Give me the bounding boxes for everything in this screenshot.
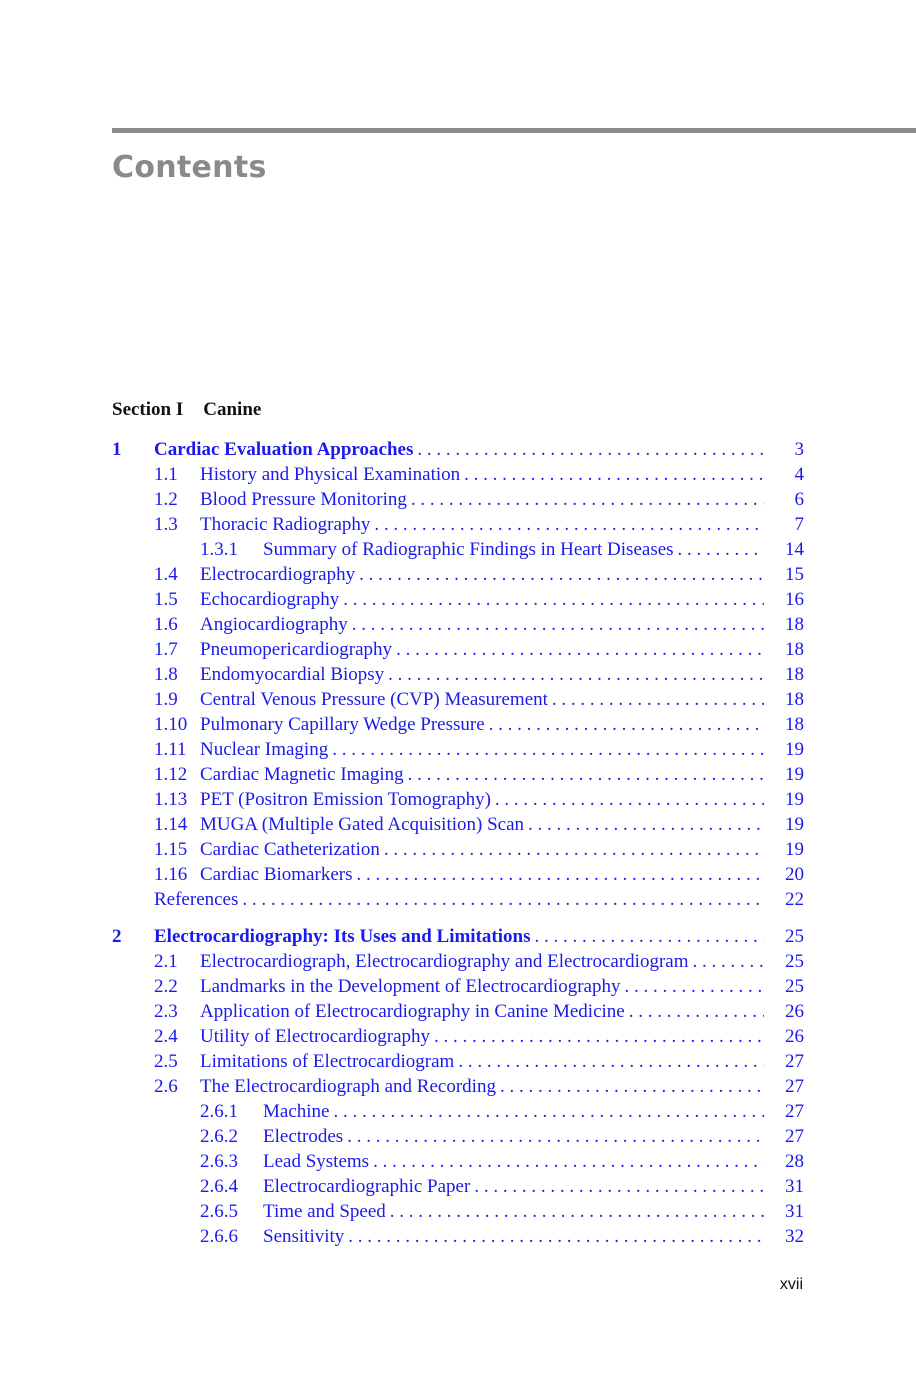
- toc-entry-number: 1.5: [154, 589, 178, 610]
- toc-page-number[interactable]: 22: [785, 889, 804, 910]
- toc-entry-title[interactable]: Electrocardiography: [200, 564, 356, 585]
- toc-entry-link[interactable]: [200, 862, 804, 887]
- toc-entry-number: 1.15: [154, 839, 188, 860]
- toc-entry-number: 1.12: [154, 764, 188, 785]
- toc-entry-row[interactable]: [112, 1174, 804, 1199]
- toc-entry-link[interactable]: [263, 537, 804, 562]
- toc-entry-number: 2.6.2: [200, 1126, 238, 1147]
- dot-leader: [384, 662, 764, 687]
- toc-entry-number: 2.6.1: [200, 1101, 238, 1122]
- toc-page-number[interactable]: 25: [785, 976, 804, 997]
- toc-page-number[interactable]: 27: [785, 1101, 804, 1122]
- dot-leader: [355, 562, 764, 587]
- toc-entry-number: 1.3: [154, 514, 178, 535]
- toc-entry-row[interactable]: [112, 762, 804, 787]
- toc-entry-link[interactable]: [263, 1224, 804, 1249]
- dot-leader: [674, 537, 764, 562]
- toc-entry-link[interactable]: [200, 1049, 804, 1074]
- toc-entry-row[interactable]: [112, 662, 804, 687]
- toc-page-number[interactable]: 18: [785, 664, 804, 685]
- toc-entry-title[interactable]: Angiocardiography: [200, 614, 348, 635]
- toc-page-number[interactable]: 4: [794, 464, 804, 485]
- toc-page-number[interactable]: 26: [785, 1026, 804, 1047]
- dot-leader: [328, 737, 764, 762]
- toc-entry-title[interactable]: Nuclear Imaging: [200, 739, 329, 760]
- toc-entry-title[interactable]: Sensitivity: [263, 1226, 345, 1247]
- toc-entry-number: 1.11: [154, 739, 187, 760]
- toc-entry-link[interactable]: [263, 1149, 804, 1174]
- toc-page-number[interactable]: 19: [785, 764, 804, 785]
- toc-entry-row[interactable]: [112, 712, 804, 737]
- toc-page-number[interactable]: 27: [785, 1076, 804, 1097]
- toc-entry-title[interactable]: Electrodes: [263, 1126, 344, 1147]
- dot-leader: [530, 924, 764, 949]
- toc-entry-title[interactable]: Cardiac Biomarkers: [200, 864, 353, 885]
- toc-entry-number: 1.2: [154, 489, 178, 510]
- toc-entry-row[interactable]: [112, 687, 804, 712]
- toc-entry-title[interactable]: Blood Pressure Monitoring: [200, 489, 407, 510]
- toc-entry-row[interactable]: [112, 1224, 804, 1249]
- toc-page-number[interactable]: 32: [785, 1226, 804, 1247]
- toc-entry-row[interactable]: [112, 637, 804, 662]
- toc-entry-number: 1.16: [154, 864, 188, 885]
- toc-entry-link[interactable]: [200, 999, 804, 1024]
- toc-entry-number: 1.13: [154, 789, 188, 810]
- dot-leader: [348, 612, 764, 637]
- table-of-contents: [112, 437, 804, 1249]
- toc-page-number[interactable]: 19: [785, 739, 804, 760]
- toc-entry-title[interactable]: Summary of Radiographic Findings in Heart Diseases: [263, 539, 674, 560]
- toc-entry-link[interactable]: [263, 1099, 804, 1124]
- toc-entry-link[interactable]: [200, 812, 804, 837]
- toc-entry-title[interactable]: Time and Speed: [263, 1201, 386, 1222]
- toc-entry-link[interactable]: [200, 487, 804, 512]
- toc-entry-number: 2.6: [154, 1076, 178, 1097]
- toc-page-number[interactable]: 18: [785, 639, 804, 660]
- toc-entry-link[interactable]: [200, 762, 804, 787]
- toc-entry-number: 1.4: [154, 564, 178, 585]
- toc-page-number[interactable]: 20: [785, 864, 804, 885]
- dot-leader: [238, 887, 764, 912]
- toc-entry-link[interactable]: [200, 949, 804, 974]
- toc-entry-number: 1.6: [154, 614, 178, 635]
- toc-entry-link[interactable]: [200, 974, 804, 999]
- toc-page-number[interactable]: 31: [785, 1176, 804, 1197]
- toc-entry-link[interactable]: [200, 612, 804, 637]
- toc-entry-title[interactable]: Thoracic Radiography: [200, 514, 371, 535]
- toc-entry-number: 2.1: [154, 951, 178, 972]
- toc-entry-number: 2.6.4: [200, 1176, 238, 1197]
- toc-entry-link[interactable]: [200, 1074, 804, 1099]
- dot-leader: [386, 1199, 764, 1224]
- dot-leader: [470, 1174, 764, 1199]
- toc-entry-title[interactable]: Machine: [263, 1101, 330, 1122]
- toc-page-number[interactable]: 27: [785, 1126, 804, 1147]
- toc-entry-title[interactable]: Electrocardiograph, Electrocardiography and Electrocardiogram: [200, 951, 689, 972]
- toc-entry-title[interactable]: PET (Positron Emission Tomography): [200, 789, 491, 810]
- toc-entry-row[interactable]: [112, 999, 804, 1024]
- toc-page-number[interactable]: 31: [785, 1201, 804, 1222]
- dot-leader: [369, 1149, 764, 1174]
- toc-entry-title[interactable]: Cardiac Evaluation Approaches: [154, 439, 414, 460]
- toc-entry-link[interactable]: [154, 437, 804, 462]
- dot-leader: [491, 787, 764, 812]
- toc-entry-title[interactable]: MUGA (Multiple Gated Acquisition) Scan: [200, 814, 525, 835]
- dot-leader: [344, 1224, 764, 1249]
- toc-entry-row[interactable]: [112, 537, 804, 562]
- toc-entry-number: 1.14: [154, 814, 188, 835]
- page-number: xvii: [779, 1276, 803, 1293]
- toc-entry-link[interactable]: [263, 1199, 804, 1224]
- toc-entry-row[interactable]: [112, 787, 804, 812]
- toc-entry-link[interactable]: [263, 1174, 804, 1199]
- toc-entry-number: 2.5: [154, 1051, 178, 1072]
- toc-entry-number: 1.9: [154, 689, 178, 710]
- toc-entry-link[interactable]: [200, 837, 804, 862]
- toc-page-number[interactable]: 26: [785, 1001, 804, 1022]
- dot-leader: [392, 637, 764, 662]
- toc-entry-title[interactable]: Lead Systems: [263, 1151, 370, 1172]
- toc-entry-link[interactable]: [200, 737, 804, 762]
- toc-page-number[interactable]: 19: [785, 839, 804, 860]
- toc-page-number[interactable]: 27: [785, 1051, 804, 1072]
- toc-entry-link[interactable]: [200, 712, 804, 737]
- toc-entry-title[interactable]: The Electrocardiograph and Recording: [200, 1076, 496, 1097]
- toc-entry-link[interactable]: [154, 924, 804, 949]
- toc-entry-link[interactable]: [200, 512, 804, 537]
- toc-entry-number: 2.2: [154, 976, 178, 997]
- toc-entry-row[interactable]: [112, 949, 804, 974]
- toc-entry-row[interactable]: [112, 1024, 804, 1049]
- toc-entry-link[interactable]: [200, 637, 804, 662]
- toc-entry-title[interactable]: Limitations of Electrocardiogram: [200, 1051, 455, 1072]
- toc-entry-title[interactable]: Pulmonary Capillary Wedge Pressure: [200, 714, 485, 735]
- toc-entry-row[interactable]: [112, 512, 804, 537]
- toc-entry-title[interactable]: Echocardiography: [200, 589, 340, 610]
- toc-entry-title[interactable]: Cardiac Catheterization: [200, 839, 380, 860]
- toc-page-number[interactable]: 6: [794, 489, 804, 510]
- toc-entry-link[interactable]: [263, 1124, 804, 1149]
- toc-page-number[interactable]: 19: [785, 789, 804, 810]
- section-label: Section I: [112, 399, 184, 420]
- toc-entry-row[interactable]: [112, 974, 804, 999]
- toc-entry-number: 2: [112, 926, 122, 947]
- toc-entry-row[interactable]: [112, 1124, 804, 1149]
- dot-leader: [352, 862, 764, 887]
- dot-leader: [548, 687, 764, 712]
- toc-entry-number: 1: [112, 439, 122, 460]
- toc-page-number[interactable]: 19: [785, 814, 804, 835]
- toc-entry-number: 1.8: [154, 664, 178, 685]
- toc-page-number[interactable]: 18: [785, 614, 804, 635]
- toc-page-number[interactable]: 16: [785, 589, 804, 610]
- toc-references-row[interactable]: [112, 887, 804, 912]
- dot-leader: [621, 974, 765, 999]
- dot-leader: [625, 999, 764, 1024]
- side-watermark: [2, 200, 12, 240]
- toc-entry-title[interactable]: Electrocardiography: Its Uses and Limitations: [154, 926, 531, 947]
- dot-leader: [407, 487, 764, 512]
- toc-entry-row[interactable]: [112, 562, 804, 587]
- toc-entry-row[interactable]: [112, 1074, 804, 1099]
- dot-leader: [430, 1024, 764, 1049]
- toc-chapter-row[interactable]: [112, 924, 804, 949]
- toc-entry-link[interactable]: [200, 787, 804, 812]
- toc-entry-title[interactable]: History and Physical Examination: [200, 464, 461, 485]
- toc-entry-title[interactable]: Cardiac Magnetic Imaging: [200, 764, 404, 785]
- toc-entry-number: 2.6.5: [200, 1201, 238, 1222]
- toc-entry-link[interactable]: [200, 562, 804, 587]
- section-name: Canine: [203, 399, 262, 420]
- toc-entry-row[interactable]: [112, 862, 804, 887]
- toc-entry-row[interactable]: [112, 812, 804, 837]
- dot-leader: [339, 587, 764, 612]
- toc-entry-link[interactable]: [200, 662, 804, 687]
- toc-entry-link[interactable]: [200, 587, 804, 612]
- dot-leader: [413, 437, 764, 462]
- toc-page-number[interactable]: 15: [785, 564, 804, 585]
- toc-entry-link[interactable]: [154, 887, 804, 912]
- toc-entry-title[interactable]: Utility of Electrocardiography: [200, 1026, 431, 1047]
- toc-entry-number: 2.6.3: [200, 1151, 238, 1172]
- dot-leader: [496, 1074, 764, 1099]
- toc-entry-row[interactable]: [112, 1149, 804, 1174]
- toc-entry-link[interactable]: [200, 462, 804, 487]
- toc-entry-row[interactable]: [112, 462, 804, 487]
- dot-leader: [688, 949, 764, 974]
- toc-page-number[interactable]: 28: [785, 1151, 804, 1172]
- toc-entry-number: 1.3.1: [200, 539, 238, 560]
- dot-leader: [454, 1049, 764, 1074]
- dot-leader: [329, 1099, 764, 1124]
- toc-entry-link[interactable]: [200, 687, 804, 712]
- toc-entry-title[interactable]: Application of Electrocardiography in Canine Medicine: [200, 1001, 625, 1022]
- dot-leader: [343, 1124, 764, 1149]
- toc-entry-title[interactable]: Landmarks in the Development of Electrocardiography: [200, 976, 621, 997]
- dot-leader: [524, 812, 764, 837]
- dot-leader: [460, 462, 764, 487]
- toc-entry-number: 1.10: [154, 714, 188, 735]
- dot-leader: [485, 712, 764, 737]
- toc-page-number[interactable]: 25: [785, 951, 804, 972]
- toc-entry-title[interactable]: Central Venous Pressure (CVP) Measurement: [200, 689, 548, 710]
- dot-leader: [404, 762, 764, 787]
- toc-entry-row[interactable]: [112, 612, 804, 637]
- toc-entry-number: 2.4: [154, 1026, 178, 1047]
- toc-entry-title[interactable]: References: [154, 889, 239, 910]
- toc-entry-title[interactable]: Pneumopericardiography: [200, 639, 393, 660]
- dot-leader: [370, 512, 764, 537]
- toc-entry-row[interactable]: [112, 1199, 804, 1224]
- toc-page-number[interactable]: 25: [785, 926, 804, 947]
- toc-entry-row[interactable]: [112, 487, 804, 512]
- toc-entry-row[interactable]: [112, 1099, 804, 1124]
- toc-entry-number: 2.3: [154, 1001, 178, 1022]
- toc-entry-title[interactable]: Electrocardiographic Paper: [263, 1176, 471, 1197]
- toc-entry-number: 1.7: [154, 639, 178, 660]
- toc-page-number[interactable]: 18: [785, 714, 804, 735]
- toc-entry-number: 2.6.6: [200, 1226, 238, 1247]
- toc-entry-number: 1.1: [154, 464, 178, 485]
- toc-entry-row[interactable]: [112, 587, 804, 612]
- page-title: Contents: [112, 150, 267, 185]
- toc-entry-row[interactable]: [112, 737, 804, 762]
- dot-leader: [380, 837, 764, 862]
- toc-chapter-row[interactable]: [112, 437, 804, 462]
- toc-entry-row[interactable]: [112, 1049, 804, 1074]
- toc-page-number[interactable]: 18: [785, 689, 804, 710]
- header-rule: [112, 128, 916, 133]
- toc-entry-row[interactable]: [112, 837, 804, 862]
- toc-page-number[interactable]: 14: [785, 539, 804, 560]
- toc-page-number[interactable]: 3: [794, 439, 804, 460]
- toc-entry-link[interactable]: [200, 1024, 804, 1049]
- toc-page-number[interactable]: 7: [794, 514, 804, 535]
- section-heading: [112, 399, 261, 421]
- toc-entry-title[interactable]: Endomyocardial Biopsy: [200, 664, 385, 685]
